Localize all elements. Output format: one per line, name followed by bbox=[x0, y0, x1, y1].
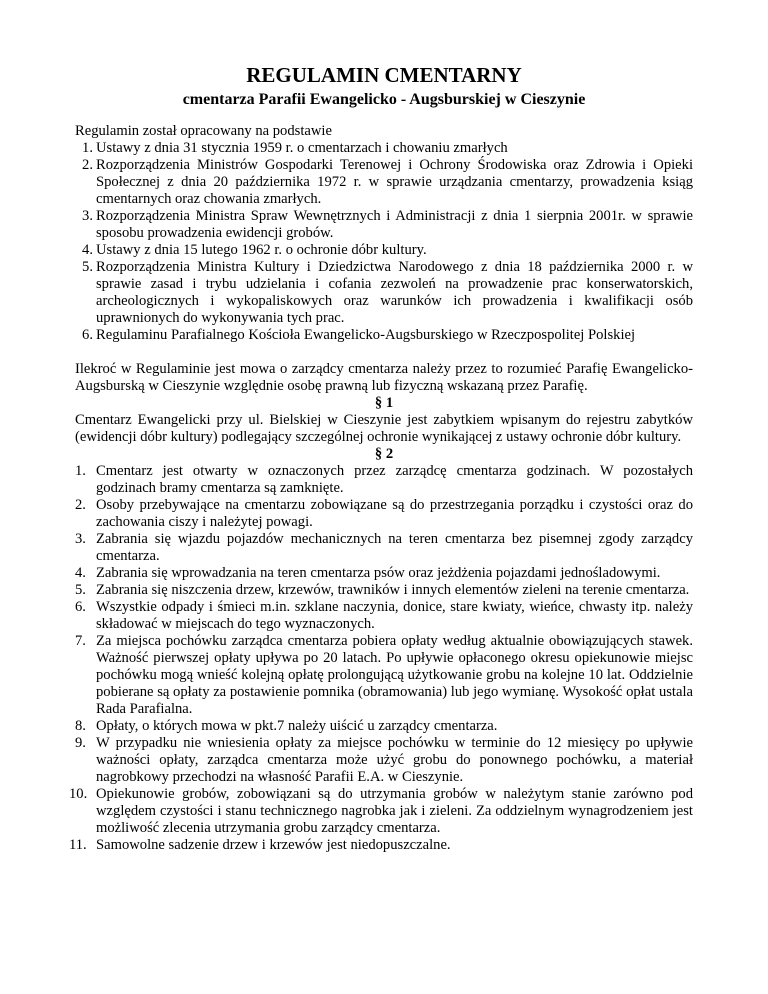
legal-basis-item bbox=[75, 327, 693, 344]
rule-item bbox=[75, 633, 693, 718]
rule-item-text: W przypadku nie wniesienia opłaty za miejsce pochówku w terminie do 12 miesięcy po upływie ważności opłaty, zarządca cmentarza może użyć grobu do ponownego pochówku, a materiał nagrobkowy przechodzi na własność Parafii E.A. w Cieszynie. bbox=[96, 735, 693, 785]
page-title: REGULAMIN CMENTARNY bbox=[246, 63, 522, 87]
legal-basis-item-text: Ustawy z dnia 31 stycznia 1959 r. o cmentarzach i chowaniu zmarłych bbox=[96, 140, 508, 156]
intro-text: Regulamin został opracowany na podstawie bbox=[75, 123, 332, 139]
rule-item bbox=[69, 837, 693, 854]
document-body bbox=[69, 123, 693, 854]
rule-item-number: 7. bbox=[75, 633, 86, 649]
legal-basis-item bbox=[75, 208, 693, 242]
legal-basis-item bbox=[75, 259, 693, 327]
rule-item bbox=[69, 786, 693, 837]
section-2-heading: § 2 bbox=[374, 446, 394, 462]
rule-item-number: 2. bbox=[75, 497, 86, 513]
section-1-heading: § 1 bbox=[374, 395, 394, 411]
rule-item-text: Zabrania się wprowadzania na teren cmentarza psów oraz jeżdżenia pojazdami jednośladowymi. bbox=[96, 565, 661, 581]
rule-item-text: Osoby przebywające na cmentarzu zobowiązane są do przestrzegania porządku i czystości oraz do zachowania ciszy i należytej powagi. bbox=[96, 497, 693, 530]
legal-basis-item-number: 6. bbox=[82, 327, 93, 343]
rule-item-number: 5. bbox=[75, 582, 86, 598]
section-1-text: Cmentarz Ewangelicki przy ul. Bielskiej w Cieszynie jest zabytkiem wpisanym do rejestru zabytków (ewidencji dóbr kultury) podlegający szczególnej ochronie wynikającej z ustawy ochronie dóbr kultury. bbox=[75, 412, 693, 445]
rule-item bbox=[75, 718, 693, 735]
rule-item-text: Zabrania się niszczenia drzew, krzewów, trawników i innych elementów zieleni na terenie cmentarza. bbox=[96, 582, 690, 598]
legal-basis-item-text: Rozporządzenia Ministrów Gospodarki Terenowej i Ochrony Środowiska oraz Zdrowia i Opieki Społecznej z dnia 20 października 1972 r. w sprawie urządzania cmentarzy, prowadzenia ksiąg cmentarnych oraz chowania zmarłych. bbox=[96, 157, 693, 207]
rule-item-text: Wszystkie odpady i śmieci m.in. szklane naczynia, donice, stare kwiaty, wieńce, chwasty itp. należy składować w miejscach do tego wyznaczonych. bbox=[96, 599, 693, 632]
rule-item-number: 11. bbox=[69, 837, 87, 853]
legal-basis-item bbox=[75, 140, 693, 157]
rule-item-text: Zabrania się wjazdu pojazdów mechanicznych na teren cmentarza bez pisemnej zgody zarządcy cmentarza. bbox=[96, 531, 693, 564]
rule-item-text: Za miejsca pochówku zarządca cmentarza pobiera opłaty według aktualnie obowiązujących stawek. Ważność pierwszej opłaty upływa po 20 latach. Po upływie opłaconego okresu opiekunowie miejsc pochówku mogą wnieść kolejną opłatę prolongującą użytkowanie grobu na kolejne 10 lat. Oddzielnie pobierane są opłaty za postawienie pomnika (obramowania) lub jego wymianę. Wysokość opłat ustala Rada Parafialna. bbox=[96, 633, 693, 717]
legal-bases-list bbox=[75, 140, 693, 344]
rule-item-number: 4. bbox=[75, 565, 86, 581]
legal-basis-item-text: Regulaminu Parafialnego Kościoła Ewangelicko-Augsburskiego w Rzeczpospolitej Polskiej bbox=[96, 327, 636, 343]
rule-item-number: 9. bbox=[75, 735, 86, 751]
legal-basis-item-text: Rozporządzenia Ministra Kultury i Dziedzictwa Narodowego z dnia 18 października 2000 r. w sprawie zasad i trybu udzielania i cofania zezwoleń na prowadzenie prac konserwatorskich, archeologicznych i wykopaliskowych oraz warunków ich prowadzenia i kwalifikacji osób uprawnionych do wykonywania tych prac. bbox=[96, 259, 693, 326]
legal-basis-item-number: 1. bbox=[82, 140, 93, 156]
rule-item-number: 1. bbox=[75, 463, 86, 479]
rule-item bbox=[75, 463, 693, 497]
rule-item-number: 6. bbox=[75, 599, 86, 615]
rule-item bbox=[75, 497, 693, 531]
definition-paragraph: Ilekroć w Regulaminie jest mowa o zarządcy cmentarza należy przez to rozumieć Parafię Ewangelicko-Augsburską w Cieszynie względnie osobę prawną lub fizyczną wskazaną przez Parafię. bbox=[75, 361, 693, 394]
rules-list bbox=[69, 463, 693, 854]
rule-item bbox=[75, 582, 693, 599]
rule-item-text: Cmentarz jest otwarty w oznaczonych przez zarządcę cmentarza godzinach. W pozostałych godzinach bramy cmentarza są zamknięte. bbox=[96, 463, 693, 496]
rule-item bbox=[75, 599, 693, 633]
legal-basis-item bbox=[75, 242, 693, 259]
rule-item-number: 8. bbox=[75, 718, 86, 734]
legal-basis-item-text: Rozporządzenia Ministra Spraw Wewnętrznych i Administracji z dnia 1 sierpnia 2001r. w sprawie sposobu prowadzenia ewidencji grobów. bbox=[96, 208, 693, 241]
legal-basis-item bbox=[75, 157, 693, 208]
rule-item bbox=[75, 565, 693, 582]
rule-item bbox=[75, 735, 693, 786]
legal-basis-item-number: 4. bbox=[82, 242, 93, 258]
legal-basis-item-number: 5. bbox=[82, 259, 93, 275]
legal-basis-item-text: Ustawy z dnia 15 lutego 1962 r. o ochronie dóbr kultury. bbox=[96, 242, 427, 258]
legal-basis-item-number: 2. bbox=[82, 157, 93, 173]
legal-basis-item-number: 3. bbox=[82, 208, 93, 224]
page-subtitle: cmentarza Parafii Ewangelicko - Augsburskiej w Cieszynie bbox=[182, 91, 586, 108]
rule-item-text: Opłaty, o których mowa w pkt.7 należy uiścić u zarządcy cmentarza. bbox=[96, 718, 498, 734]
rule-item-number: 10. bbox=[69, 786, 88, 802]
rule-item-text: Samowolne sadzenie drzew i krzewów jest niedopuszczalne. bbox=[96, 837, 451, 853]
rule-item-number: 3. bbox=[75, 531, 86, 547]
rule-item-text: Opiekunowie grobów, zobowiązani są do utrzymania grobów w należytym stanie zarówno pod względem czystości i stanu technicznego nagrobka jak i zieleni. Za oddzielnym wynagrodzeniem jest możliwość zlecenia utrzymania grobu zarządcy cmentarza. bbox=[96, 786, 693, 836]
rule-item bbox=[75, 531, 693, 565]
